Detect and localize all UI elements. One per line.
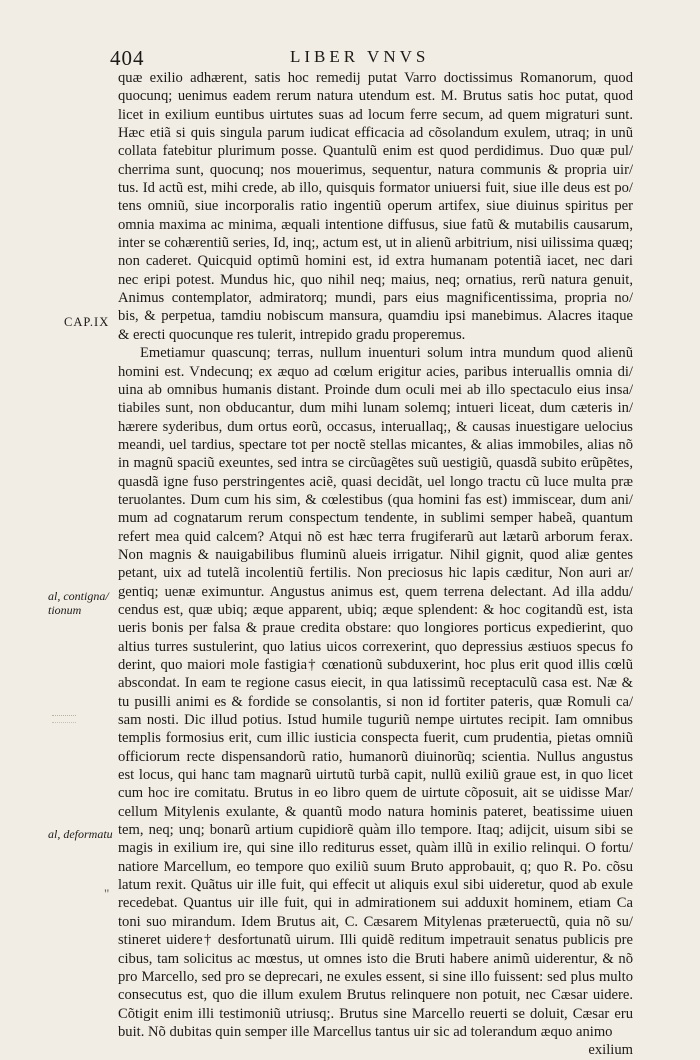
text-line: & erecti quocunque res tulerit, intrepido gradu properemus. (118, 326, 466, 343)
text-line: teruolantes. Dum cum his sim, & cœlestibus (qua homini fas est) immiscear, dum ani/ (118, 491, 633, 508)
page-number: 404 (110, 46, 145, 70)
text-line: derint, quo maiori mole fastigia† cœnationũ subduxerint, hoc plus erit quod illis cœlũ (118, 657, 633, 673)
margin-note-contignationum (48, 589, 109, 617)
text-line: sam nosti. Dic illud potius. Istud humile tuguriũ nempe uirtutes recipit. Iam omnibus (118, 712, 633, 729)
text-line: collata fatebitur plurimum posse. Quantulũ enim est quod perdidimus. Duo quæ pul/ (118, 143, 633, 160)
text-line: cibus, tam solicitus ac mœstus, ut omnes isto die Bruti habere animũ uiderentur, & nõ (118, 950, 633, 967)
text-line: Cõtigit enim illi testimoniũ utriusq;. Brutus sine Marcello reuerti se doluit, Cæsar eru (118, 1005, 633, 1022)
margin-smudge (52, 715, 76, 723)
text-line: homini est. Vndecunq; ex æquo ad cœlum erigitur acies, paribus interuallis omnia di/ (118, 363, 633, 380)
margin-note-line: al, contigna/ (48, 589, 109, 603)
text-line: in magnũ spaciũ exeuntes, sed intra se circũagẽtes suũ uestigiũ, quasdã subito erũpẽtes, (118, 455, 633, 472)
text-line: natiore Marcellum, eo tempore quo exiliũ suum Bruto approbauit, q; quo R. Po. cõsu (118, 858, 633, 875)
text-line: meandi, uel tardius, spectare tot per noctẽ stellas micantes, & alias immobiles, alias nõ (118, 436, 633, 453)
text-line: stineret uidere† desfortunatũ uirum. Illi quidẽ reditum impetrauit senatus publicis pre (118, 932, 633, 949)
text-line: Emetiamur quascunq; terras, nullum inuenturi solum intra mundum quod alienũ (140, 345, 633, 362)
margin-note-deformatum: al, deformatu (48, 827, 113, 841)
page-header (0, 46, 700, 70)
text-line: nec eripi potest. Mundus hic, quo nihil neq; maius, neq; ornatius, rerũ natura genuit, (118, 271, 633, 288)
text-line: tu pusilli animi es & fordide se consolantis, si non id fortiter pateris, quæ Romuli ca/ (118, 693, 633, 710)
text-line: licet in exilium euntibus uirtutes suas ad locum ferre secum, ad quem migraturi sunt. (118, 106, 633, 123)
text-line: magis in exilium ire, qui sine illo rediturus esset, quàm illũ in exilio relinqui. O fortu/ (118, 840, 633, 857)
text-line: tem, neq; unq; bonarũ artium cupidiorẽ quàm illo tempore. Itaq; adijcit, uisum sibi se (118, 822, 633, 839)
running-head: LIBER VNVS (290, 47, 430, 66)
text-line: mum ad cognatarum rerum conspectum tendente, in sublimi semper habeã, quantum (118, 510, 633, 527)
text-line: uina ab omnibus humanis distant. Proinde dum oculi mei ab illo spectaculo eius insa/ (118, 381, 633, 398)
catchword: exilium (588, 1042, 633, 1059)
text-line: tiabiles sunt, non obducantur, dum mihi lunam solemq; intueri liceat, dum cæteris in/ (118, 400, 633, 417)
text-line: buit. Nõ dubitas quin semper ille Marcellus tantus uir sic ad tolerandum æquo animo (118, 1023, 613, 1040)
text-line: altius turres sustulerint, quo latius uicos correxerint, quo depressius æstiuos specus fo (118, 638, 633, 655)
text-line: abscondat. In eam te regione casus eiecit, in qua latissimũ receptaculũ casa est. Næ & (118, 675, 633, 692)
text-line: templis formosius erit, cum illic iusticia conspecta fuerit, cum prudentia, pietas omniũ (118, 730, 633, 747)
text-line: tens omniũ, siue incorporalis ratio ingentiũ operum artifex, siue diuinus spiritus per (118, 198, 633, 215)
text-line: bis, & perpetua, tamdiu nobiscum mansura, quamdiu ipsi manebimus. Alacres itaque (118, 308, 633, 325)
text-line: cendus est, quæ ubiq; æque apparent, ubiq; æque splendent: & hoc cogitandũ est, ista (118, 601, 633, 618)
text-line: cum hoc ire comitatu. Brutus in eo libro quem de uirtute cõposuit, ait se uidisse Mar/ (118, 785, 633, 802)
text-line: tus. Id actũ est, mihi crede, ab illo, quisquis formator uniuersi fuit, siue ille deus est po/ (118, 180, 633, 197)
text-line: ueris bonis per falsa & praue credita obstare: quo longiores porticus expedierint, quo (118, 620, 633, 637)
text-line: quæ exilio adhærent, satis hoc remedij putat Varro doctissimus Romanorum, quod (118, 70, 633, 86)
text-line: cellum Mitylenis exulante, & quantũ modo natura hominis pateret, beatissime uiuen (118, 803, 633, 820)
text-line: hærere syderibus, dum ortus eorũ, occasus, interuallaq;, & causas inuestigare uelocius (118, 418, 633, 435)
text-line: cherrima sunt, quocunq; nos mouerimus, sequentur, natura communis & propria uir/ (118, 161, 633, 178)
text-line: refert mea quid calcem? Atqui nõ est hæc terra frugiferarũ aut lætarũ arborum ferax. (118, 528, 633, 545)
body-text (118, 69, 633, 1060)
text-line: omnia maxima ac minima, æquali intentione diffusus, siue fatũ & mutabilis causarum, (118, 216, 633, 233)
text-line: est locus, qui hanc tam magnarũ uirtutũ turbã capit, nullũ exiliũ graue est, in quo licet (118, 767, 633, 784)
text-line: inter se cohærentiũ series, Id, inq;, actum est, ut in alienũ arbitrium, nisi uilissima quæq; (118, 235, 633, 252)
margin-tick-mark: " (104, 886, 110, 901)
text-line: quasdã igne fuso perstringentes aciẽ, quasi decidãt, uel longo tractu cũ luce multa præ (118, 473, 633, 490)
text-line: quocunq; uenimus eadem rerum natura utendum est. M. Brutus satis hoc putat, quod (118, 88, 633, 105)
text-line: pro Marcello, sed pro se deprecari, ne exules essent, si sine illo fuissent: sed plus multo (118, 968, 633, 985)
text-line: toni suo mirandum. Idem Brutus ait, C. Cæsarem Mitylenas præteruectũ, quia nõ su/ (118, 913, 633, 930)
text-line: non caderet. Quicquid optimũ homini est, id extra humanam potentiã iacet, nec dari (118, 253, 633, 270)
text-line: recedebat. Quantus uir ille fuit, qui in admirationem sui adduxit hominem, etiam Ca (118, 895, 633, 912)
text-line: gentiq; uenæ eximuntur. Angustus animus est, quem terrena delectant. Ad illa addu/ (118, 583, 633, 600)
text-line: petant, uix ad tutelã incolentiũ fertilis. Non preciosus hic lapis cæditur, Non auri ar/ (118, 565, 633, 582)
text-line: Hæc etiã si quis singula parum iudicat efficacia ad cõsolandum exulem, utraq; in unũ (118, 125, 633, 142)
text-line: officiorum recte dispensandorũ ratio, humanorũ diuinorũq; scientia. Nullus angustus (118, 748, 633, 765)
text-line: Animus contemplator, admiratorq; mundi, pars eius magnificentissima, propria no/ (118, 290, 633, 307)
text-line: consecutus est, quo die illum exulem Brutus relinquere non potuit, nec Cæsar uidere. (118, 987, 633, 1004)
margin-note-line: tionum (48, 603, 82, 617)
text-line: latum rexit. Quãtus uir ille fuit, qui effecit ut aliquis exul sibi uideretur, quod ab exule (118, 877, 633, 894)
text-line: Non magnis & nauigabilibus fluminũ alueis irrigatur. Nihil gignit, quod aliæ gentes (118, 546, 633, 563)
chapter-heading: CAP.IX (64, 315, 110, 329)
